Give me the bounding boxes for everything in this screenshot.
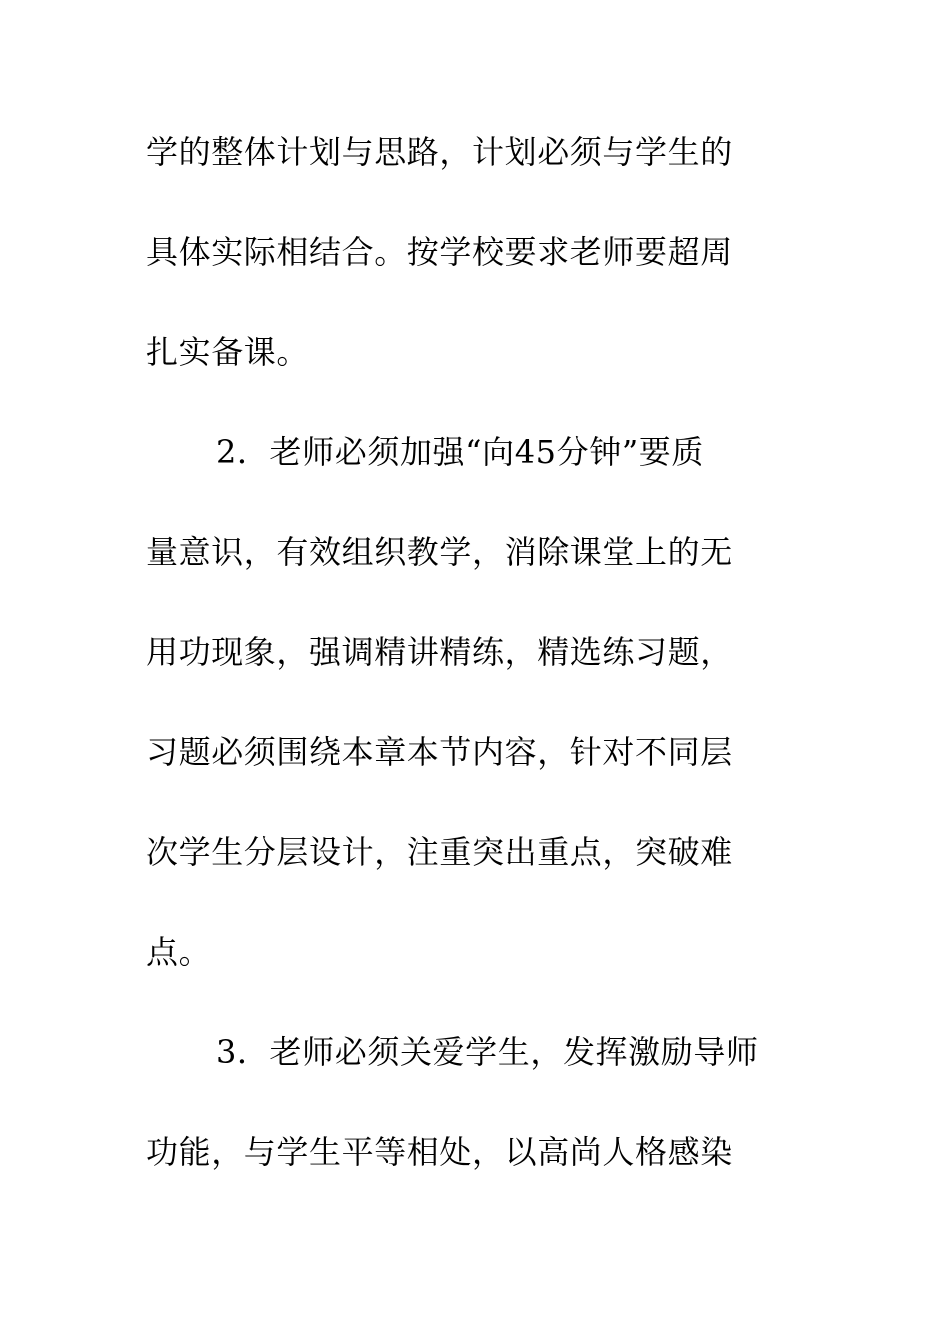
- text-line-2: 具体实际相结合。按学校要求老师要超周: [146, 233, 733, 271]
- paragraph-2-start: 2．老师必须加强“向45分钟”要质: [216, 433, 704, 471]
- text-line-11: 功能，与学生平等相处，以高尚人格感染: [146, 1133, 733, 1171]
- text-line-7: 习题必须围绕本章本节内容，针对不同层: [146, 733, 733, 771]
- text-line-8: 次学生分层设计，注重突出重点，突破难: [146, 833, 733, 871]
- text-line-9: 点。: [146, 933, 212, 971]
- text-line-3: 扎实备课。: [146, 333, 310, 371]
- text-line-1: 学的整体计划与思路，计划必须与学生的: [146, 133, 733, 171]
- text-line-5: 量意识，有效组织教学，消除课堂上的无: [146, 533, 733, 571]
- text-line-6: 用功现象，强调精讲精练，精选练习题，: [146, 633, 733, 671]
- paragraph-3-start: 3．老师必须关爱学生，发挥激励导师: [216, 1033, 759, 1071]
